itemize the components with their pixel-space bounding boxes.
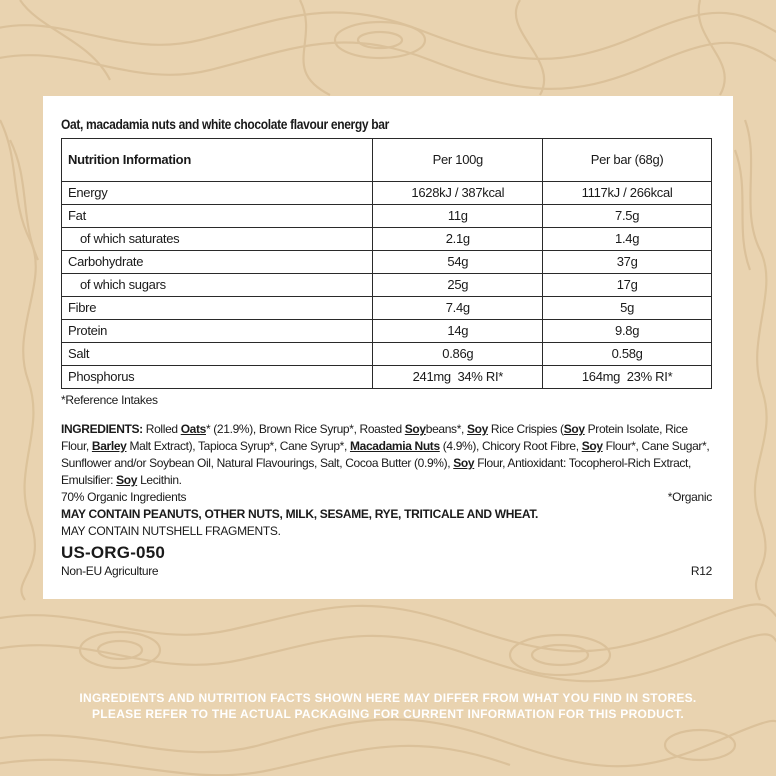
allergen-warning: MAY CONTAIN PEANUTS, OTHER NUTS, MILK, SESAME, RYE, TRITICALE AND WHEAT. bbox=[61, 507, 539, 521]
allergen-soy: Soy bbox=[116, 473, 138, 487]
row-per-100g: 54g bbox=[373, 251, 543, 274]
header-nutrition-information: Nutrition Information bbox=[62, 139, 373, 182]
ingredients-text: * (21.9%), Brown Rice Syrup*, Roasted bbox=[205, 422, 405, 436]
row-per-bar: 17g bbox=[543, 274, 712, 297]
table-row bbox=[62, 274, 712, 297]
agriculture-origin: Non-EU Agriculture bbox=[61, 564, 159, 578]
row-label: Phosphorus bbox=[62, 366, 373, 389]
table-row bbox=[62, 343, 712, 366]
row-per-100g: 2.1g bbox=[373, 228, 543, 251]
disclaimer-line-2: PLEASE REFER TO THE ACTUAL PACKAGING FOR CURRENT INFORMATION FOR THIS PRODUCT. bbox=[91, 707, 685, 721]
ingredients-text: Lecithin. bbox=[137, 473, 182, 487]
reference-intakes-note: *Reference Intakes bbox=[61, 393, 158, 407]
agriculture-line bbox=[61, 563, 712, 580]
row-per-bar: 1.4g bbox=[543, 228, 712, 251]
disclaimer-line-1: INGREDIENTS AND NUTRITION FACTS SHOWN HERE MAY DIFFER FROM WHAT YOU FIND IN STORES. bbox=[79, 691, 697, 705]
row-label: of which saturates bbox=[62, 228, 373, 251]
disclaimer bbox=[0, 690, 776, 722]
row-per-100g: 1628kJ / 387kcal bbox=[373, 182, 543, 205]
row-per-100g: 11g bbox=[373, 205, 543, 228]
row-per-100g: 241mg 34% RI* bbox=[373, 366, 543, 389]
table-row bbox=[62, 228, 712, 251]
row-per-bar: 5g bbox=[543, 297, 712, 320]
ingredients-text: Rice Crispies ( bbox=[487, 422, 564, 436]
revision-code: R12 bbox=[690, 564, 712, 578]
row-label: Carbohydrate bbox=[62, 251, 373, 274]
allergen-barley: Barley bbox=[91, 439, 127, 453]
ingredients-text: (4.9%), Chicory Root Fibre, bbox=[439, 439, 582, 453]
organic-line bbox=[61, 489, 712, 506]
row-label: of which sugars bbox=[62, 274, 373, 297]
ingredients-text: Malt Extract), Tapioca Syrup*, Cane Syrup*, bbox=[126, 439, 350, 453]
ingredients-label: INGREDIENTS: bbox=[61, 422, 143, 436]
certifier-code: US-ORG-050 bbox=[61, 543, 166, 562]
row-per-100g: 25g bbox=[373, 274, 543, 297]
table-row bbox=[62, 297, 712, 320]
row-per-100g: 14g bbox=[373, 320, 543, 343]
row-label: Salt bbox=[62, 343, 373, 366]
row-per-bar: 9.8g bbox=[543, 320, 712, 343]
header-per-100g: Per 100g bbox=[373, 139, 543, 182]
allergen-soy: Soy bbox=[466, 422, 488, 436]
row-label: Protein bbox=[62, 320, 373, 343]
row-label: Energy bbox=[62, 182, 373, 205]
row-per-bar: 0.58g bbox=[543, 343, 712, 366]
header-per-bar: Per bar (68g) bbox=[543, 139, 712, 182]
ingredients-text: Protein Isolate, Rice Flour, bbox=[61, 422, 688, 453]
allergen-soy: Soy bbox=[453, 456, 475, 470]
organic-percent: 70% Organic Ingredients bbox=[61, 490, 187, 504]
ingredients-text: Flour*, Cane Sugar*, Sunflower and/or Soybean Oil, Natural Flavourings, Salt, Cocoa Butter (0.9%), bbox=[61, 439, 710, 470]
table-header-row bbox=[62, 139, 712, 182]
allergen-soy: Soy bbox=[581, 439, 603, 453]
product-title: Oat, macadamia nuts and white chocolate flavour energy bar bbox=[61, 116, 389, 132]
row-per-bar: 7.5g bbox=[543, 205, 712, 228]
row-label: Fat bbox=[62, 205, 373, 228]
table-row bbox=[62, 251, 712, 274]
table-row bbox=[62, 366, 712, 389]
nutrition-label-panel bbox=[43, 96, 733, 599]
allergen-macadamia: Macadamia Nuts bbox=[349, 439, 440, 453]
allergen-soy: Soy bbox=[404, 422, 426, 436]
row-per-bar: 1117kJ / 266kcal bbox=[543, 182, 712, 205]
allergen-oats: Oats bbox=[180, 422, 206, 436]
allergen-soy: Soy bbox=[563, 422, 585, 436]
ingredients-text: beans*, bbox=[425, 422, 467, 436]
row-label: Fibre bbox=[62, 297, 373, 320]
row-per-100g: 0.86g bbox=[373, 343, 543, 366]
ingredients-paragraph bbox=[61, 421, 712, 489]
table-row bbox=[62, 205, 712, 228]
ingredients-text: Flour, Antioxidant: Tocopherol-Rich Extract, Emulsifier: bbox=[61, 456, 692, 487]
row-per-100g: 7.4g bbox=[373, 297, 543, 320]
table-row bbox=[62, 320, 712, 343]
row-per-bar: 164mg 23% RI* bbox=[543, 366, 712, 389]
table-row bbox=[62, 182, 712, 205]
row-per-bar: 37g bbox=[543, 251, 712, 274]
nutshell-warning: MAY CONTAIN NUTSHELL FRAGMENTS. bbox=[61, 524, 281, 538]
organic-note: *Organic bbox=[667, 490, 712, 504]
ingredients-text: Rolled bbox=[142, 422, 181, 436]
nutrition-table bbox=[61, 138, 712, 389]
